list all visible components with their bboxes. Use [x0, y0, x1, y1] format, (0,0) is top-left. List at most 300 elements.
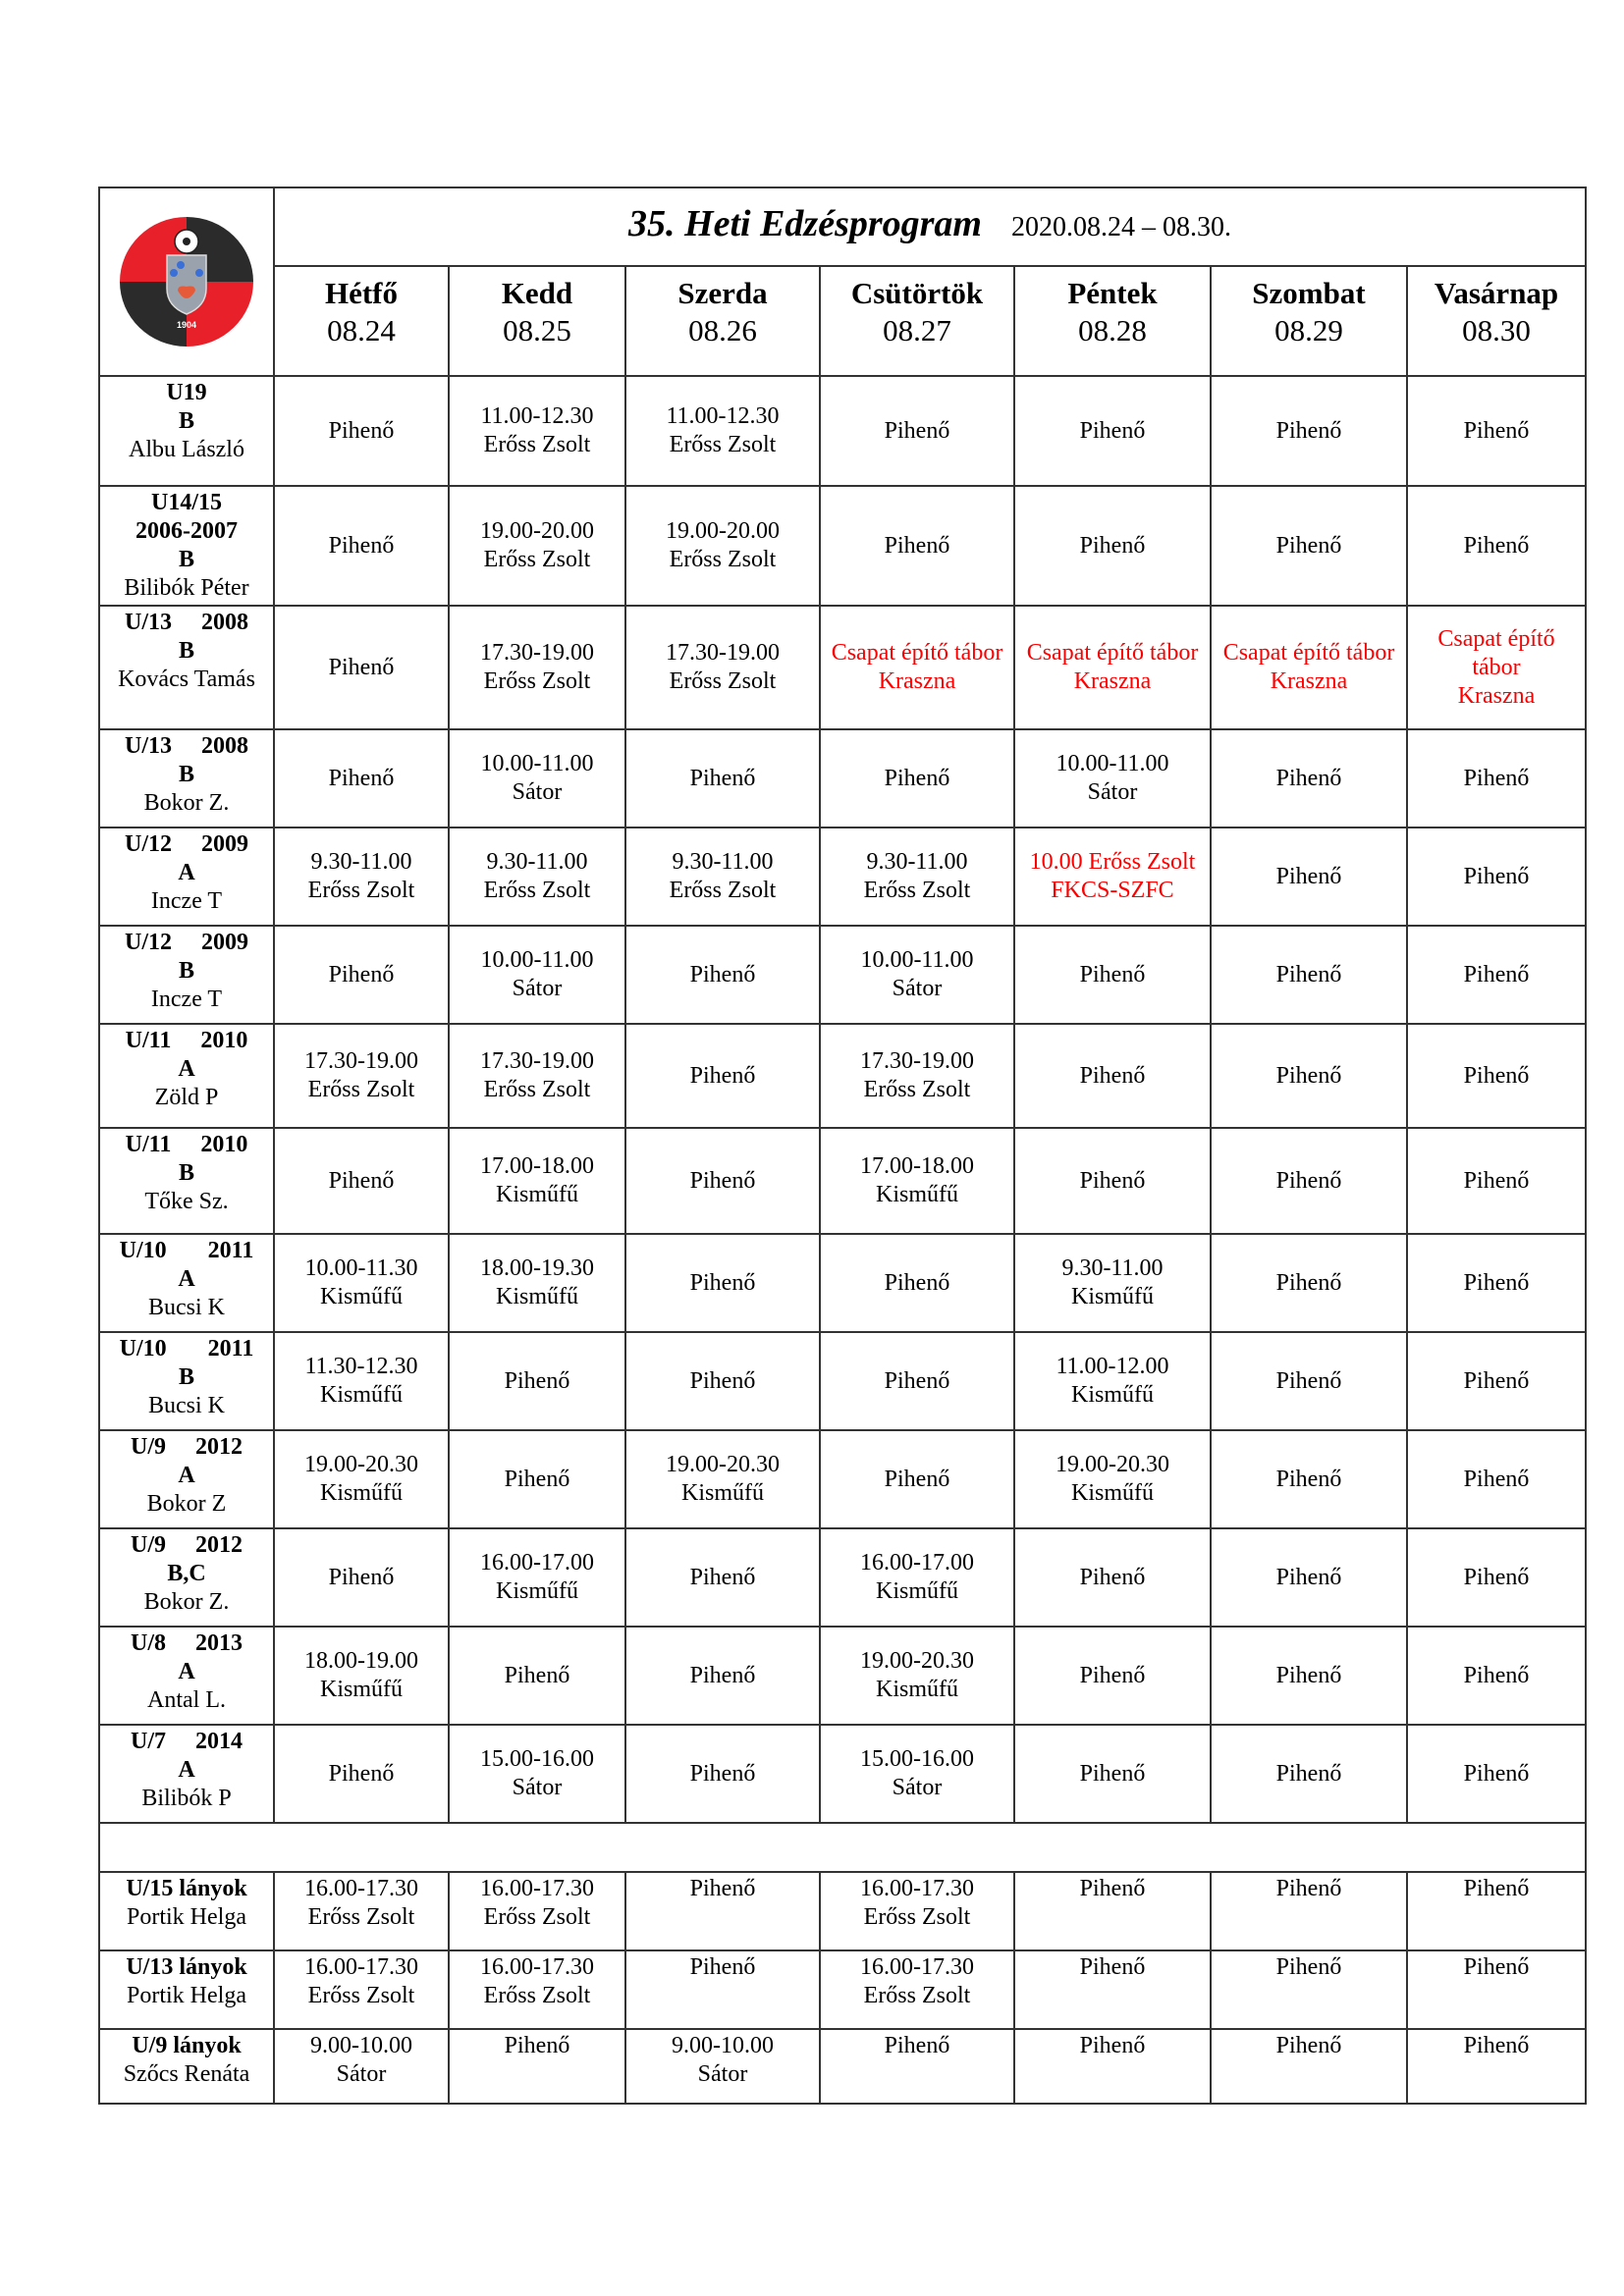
cell-line: Pihenő — [689, 961, 756, 988]
cell-line: Kisműfű — [681, 1480, 764, 1506]
girls-team-row — [99, 1872, 1586, 1950]
cell-line: Pihenő — [1463, 765, 1530, 791]
schedule-cell — [274, 1627, 449, 1725]
team-name: U/15 lányok — [126, 1876, 247, 1901]
schedule-page — [98, 187, 1585, 2105]
cell-line: Kisműfű — [320, 1382, 403, 1408]
schedule-cell — [449, 729, 625, 828]
schedule-cell — [1407, 1332, 1586, 1430]
cell-line: 9.30-11.00 — [486, 849, 588, 875]
team-name: A — [178, 1757, 195, 1783]
cell-line: Pihenő — [1079, 1876, 1146, 1901]
cell-line: 19.00-20.30 — [304, 1452, 418, 1477]
schedule-cell — [625, 376, 820, 486]
team-name: B — [178, 958, 194, 984]
team-label — [99, 1024, 274, 1128]
day-date: 08.28 — [1078, 313, 1147, 347]
cell-line: Pihenő — [1463, 1954, 1530, 1980]
schedule-cell — [625, 1332, 820, 1430]
cell-line: Pihenő — [689, 765, 756, 791]
cell-line: Pihenő — [1275, 1367, 1342, 1394]
cell-line: Pihenő — [1275, 1167, 1342, 1194]
team-name: U/12 2009 — [125, 831, 248, 857]
date-range: 2020.08.24 – 08.30. — [1011, 212, 1231, 242]
cell-line: 17.00-18.00 — [860, 1153, 974, 1179]
schedule-cell — [1014, 1725, 1211, 1823]
team-row — [99, 926, 1586, 1024]
cell-line: 10.00-11.00 — [1056, 751, 1169, 776]
cell-line: Pihenő — [1079, 1564, 1146, 1590]
cell-line: Pihenő — [689, 1269, 756, 1296]
schedule-cell — [625, 1725, 820, 1823]
cell-line: Pihenő — [689, 1367, 756, 1394]
cell-line: Pihenő — [1079, 1662, 1146, 1688]
cell-line: 17.30-19.00 — [666, 640, 780, 666]
team-name: U19 — [166, 380, 207, 405]
day-date: 08.29 — [1274, 313, 1343, 347]
schedule-cell — [820, 2029, 1014, 2104]
schedule-cell — [820, 828, 1014, 926]
schedule-cell — [1407, 926, 1586, 1024]
schedule-cell — [1014, 1234, 1211, 1332]
cell-line: Kisműfű — [320, 1480, 403, 1506]
cell-line: Erőss Zsolt — [863, 1904, 971, 1930]
schedule-cell — [449, 606, 625, 729]
schedule-cell — [274, 1872, 449, 1950]
coach-name: Bilibók Péter — [124, 575, 249, 601]
schedule-cell — [1211, 1725, 1407, 1823]
schedule-cell — [274, 926, 449, 1024]
day-header-3 — [820, 266, 1014, 376]
team-name: A — [178, 1659, 195, 1684]
schedule-cell — [274, 1234, 449, 1332]
team-label — [99, 1872, 274, 1950]
day-date: 08.24 — [327, 313, 396, 347]
cell-line: 11.30-12.30 — [304, 1354, 418, 1379]
cell-line: Pihenő — [1463, 1564, 1530, 1590]
schedule-cell — [1014, 1627, 1211, 1725]
team-name: B — [178, 547, 194, 572]
schedule-cell — [449, 1430, 625, 1528]
cell-line: Pihenő — [884, 1367, 950, 1394]
coach-name: Tőke Sz. — [144, 1189, 229, 1214]
cell-line: Pihenő — [1275, 1662, 1342, 1688]
team-label — [99, 1234, 274, 1332]
schedule-cell — [1211, 486, 1407, 606]
team-row — [99, 486, 1586, 606]
cell-line: Pihenő — [1463, 1876, 1530, 1901]
cell-line: Pihenő — [689, 1662, 756, 1688]
schedule-cell — [625, 1950, 820, 2029]
cell-line: Sátor — [336, 2061, 387, 2087]
cell-line: Pihenő — [504, 1662, 570, 1688]
day-date: 08.30 — [1462, 313, 1531, 347]
cell-line: Kisműfű — [496, 1284, 578, 1309]
schedule-cell — [1211, 926, 1407, 1024]
team-label — [99, 1528, 274, 1627]
schedule-cell — [820, 1725, 1014, 1823]
coach-name: Kovács Tamás — [118, 667, 255, 692]
cell-line: Pihenő — [1275, 863, 1342, 889]
cell-line: Erőss Zsolt — [483, 547, 591, 572]
cell-line: Sátor — [892, 976, 943, 1001]
schedule-cell — [449, 1332, 625, 1430]
schedule-cell — [625, 729, 820, 828]
cell-line: 9.00-10.00 — [672, 2033, 774, 2058]
team-row — [99, 1627, 1586, 1725]
coach-name: Bucsi K — [148, 1295, 225, 1320]
schedule-cell — [1407, 1528, 1586, 1627]
cell-line: Pihenő — [884, 765, 950, 791]
cell-line: 17.30-19.00 — [304, 1048, 418, 1074]
team-name: U/9 2012 — [131, 1532, 243, 1558]
cell-line: 18.00-19.00 — [304, 1648, 418, 1674]
coach-name: Bokor Z. — [143, 790, 230, 816]
cell-line: Pihenő — [884, 417, 950, 444]
schedule-cell — [449, 1234, 625, 1332]
cell-line: Erőss Zsolt — [483, 878, 591, 903]
schedule-cell — [449, 376, 625, 486]
schedule-cell — [1407, 1234, 1586, 1332]
coach-name: Portik Helga — [127, 1904, 246, 1930]
team-name: B — [178, 638, 194, 664]
schedule-cell — [625, 1872, 820, 1950]
day-header-5 — [1211, 266, 1407, 376]
cell-line: 9.00-10.00 — [310, 2033, 412, 2058]
schedule-cell — [449, 1024, 625, 1128]
team-label — [99, 926, 274, 1024]
team-name: A — [178, 860, 195, 885]
schedule-cell — [1211, 1950, 1407, 2029]
schedule-cell — [820, 729, 1014, 828]
schedule-cell — [625, 926, 820, 1024]
schedule-cell — [625, 1430, 820, 1528]
team-name: U/13 2008 — [125, 733, 248, 759]
schedule-cell — [625, 486, 820, 606]
schedule-cell — [1407, 1725, 1586, 1823]
schedule-cell — [1211, 729, 1407, 828]
coach-name: Zöld P — [154, 1085, 219, 1110]
coach-name: Incze T — [150, 888, 223, 914]
cell-line: Sátor — [512, 976, 563, 1001]
cell-line: Pihenő — [1463, 961, 1530, 988]
cell-line: 15.00-16.00 — [860, 1746, 974, 1772]
schedule-cell — [1014, 606, 1211, 729]
schedule-cell — [274, 606, 449, 729]
schedule-cell — [1014, 486, 1211, 606]
cell-line: Erőss Zsolt — [307, 1904, 415, 1930]
team-label — [99, 2029, 274, 2104]
coach-name: Incze T — [150, 987, 223, 1012]
cell-line: Pihenő — [1463, 1062, 1530, 1089]
cell-line: Pihenő — [689, 1564, 756, 1590]
cell-line: Erőss Zsolt — [669, 547, 777, 572]
schedule-cell — [1014, 1950, 1211, 2029]
cell-line: 16.00-17.30 — [480, 1876, 594, 1901]
schedule-cell — [449, 828, 625, 926]
cell-line: Erőss Zsolt — [307, 1983, 415, 2008]
coach-name: Antal L. — [147, 1687, 226, 1713]
team-row — [99, 1332, 1586, 1430]
cell-line: Pihenő — [328, 654, 395, 680]
page-title: 35. Heti Edzésprogram — [628, 203, 982, 244]
coach-name: Szőcs Renáta — [123, 2061, 250, 2087]
cell-line: 10.00 Erőss Zsolt — [1029, 849, 1196, 875]
schedule-cell — [1014, 376, 1211, 486]
team-name: U/13 lányok — [126, 1954, 247, 1980]
team-name: B — [178, 1160, 194, 1186]
club-logo — [99, 187, 274, 376]
empty-row — [99, 1823, 1586, 1872]
cell-line: Pihenő — [328, 417, 395, 444]
cell-line: Pihenő — [1275, 1269, 1342, 1296]
cell-line: Erőss Zsolt — [669, 432, 777, 457]
schedule-cell — [1407, 1430, 1586, 1528]
cell-line: 17.30-19.00 — [480, 640, 594, 666]
day-header-1 — [449, 266, 625, 376]
cell-line: Pihenő — [1079, 1760, 1146, 1787]
schedule-cell — [1211, 1128, 1407, 1234]
cell-line: Pihenő — [1463, 1760, 1530, 1787]
schedule-cell — [625, 1627, 820, 1725]
team-row — [99, 1528, 1586, 1627]
cell-line: Kisműfű — [320, 1677, 403, 1702]
schedule-cell — [625, 1128, 820, 1234]
cell-line: Pihenő — [1275, 1466, 1342, 1492]
team-name: A — [178, 1266, 195, 1292]
schedule-cell — [820, 1872, 1014, 1950]
schedule-cell — [449, 1872, 625, 1950]
cell-line: Kisműfű — [1071, 1480, 1154, 1506]
schedule-cell — [1407, 1872, 1586, 1950]
team-name: B — [178, 762, 194, 787]
coach-name: Bokor Z — [146, 1491, 227, 1517]
team-row — [99, 1128, 1586, 1234]
schedule-cell — [820, 606, 1014, 729]
title-cell — [274, 187, 1586, 266]
cell-line: Kraszna — [1270, 668, 1348, 694]
day-date: 08.25 — [503, 313, 571, 347]
cell-line: Pihenő — [1275, 961, 1342, 988]
cell-line: Erőss Zsolt — [669, 878, 777, 903]
cell-line: Pihenő — [1275, 532, 1342, 559]
cell-line: 16.00-17.00 — [860, 1550, 974, 1575]
team-name: U/11 2010 — [125, 1132, 248, 1157]
cell-line: Sátor — [697, 2061, 748, 2087]
cell-line: Kisműfű — [1071, 1284, 1154, 1309]
team-label — [99, 1332, 274, 1430]
cell-line: tábor — [1472, 654, 1521, 680]
team-name: B — [178, 408, 194, 434]
schedule-cell — [1407, 376, 1586, 486]
cell-line: Pihenő — [1463, 2033, 1530, 2058]
cell-line: Pihenő — [689, 1954, 756, 1980]
cell-line: Pihenő — [1463, 1466, 1530, 1492]
team-row — [99, 606, 1586, 729]
coach-name: Bokor Z. — [143, 1589, 230, 1615]
cell-line: Kisműfű — [496, 1182, 578, 1207]
cell-line: Pihenő — [884, 2033, 950, 2058]
schedule-cell — [449, 1950, 625, 2029]
cell-line: Pihenő — [689, 1167, 756, 1194]
team-label — [99, 729, 274, 828]
schedule-cell — [1407, 1950, 1586, 2029]
schedule-cell — [1014, 828, 1211, 926]
schedule-cell — [274, 1725, 449, 1823]
girls-team-row — [99, 1950, 1586, 2029]
cell-line: Csapat építő tábor — [1222, 640, 1395, 666]
team-name: B — [178, 1364, 194, 1390]
cell-line: Sátor — [1087, 779, 1138, 805]
cell-line: Pihenő — [1079, 417, 1146, 444]
cell-line: Pihenő — [1463, 863, 1530, 889]
cell-line: Kisműfű — [1071, 1382, 1154, 1408]
schedule-cell — [1407, 729, 1586, 828]
cell-line: Pihenő — [1079, 2033, 1146, 2058]
cell-line: 16.00-17.30 — [860, 1876, 974, 1901]
day-date: 08.26 — [688, 313, 757, 347]
day-name: Péntek — [1067, 276, 1158, 310]
schedule-cell — [1014, 1528, 1211, 1627]
day-name: Hétfő — [324, 276, 399, 310]
team-label — [99, 376, 274, 486]
cell-line: 16.00-17.30 — [860, 1954, 974, 1980]
schedule-cell — [1211, 1332, 1407, 1430]
coach-name: Portik Helga — [127, 1983, 246, 2008]
girls-team-row — [99, 2029, 1586, 2104]
schedule-cell — [820, 376, 1014, 486]
cell-line: Sátor — [512, 1775, 563, 1800]
cell-line: Csapat építő — [1437, 625, 1555, 652]
cell-line: Pihenő — [1079, 1062, 1146, 1089]
schedule-cell — [820, 1627, 1014, 1725]
schedule-cell — [1211, 1430, 1407, 1528]
team-name: U/10 2011 — [119, 1238, 254, 1263]
cell-line: Kisműfű — [320, 1284, 403, 1309]
team-name: U/11 2010 — [125, 1028, 248, 1053]
schedule-cell — [274, 729, 449, 828]
cell-line: 9.30-11.00 — [1061, 1255, 1164, 1281]
cell-line: Pihenő — [689, 1760, 756, 1787]
cell-line: 11.00-12.30 — [480, 403, 594, 429]
cell-line: Pihenő — [1275, 2033, 1342, 2058]
schedule-cell — [1014, 1128, 1211, 1234]
schedule-cell — [1407, 606, 1586, 729]
schedule-cell — [820, 1950, 1014, 2029]
schedule-cell — [449, 2029, 625, 2104]
cell-line: 18.00-19.30 — [480, 1255, 594, 1281]
team-label — [99, 486, 274, 606]
schedule-cell — [274, 828, 449, 926]
team-label — [99, 1627, 274, 1725]
cell-line: 16.00-17.30 — [304, 1876, 418, 1901]
schedule-cell — [625, 2029, 820, 2104]
schedule-cell — [1407, 1024, 1586, 1128]
coach-name: Albu László — [129, 437, 244, 462]
cell-line: Erőss Zsolt — [483, 1077, 591, 1102]
schedule-cell — [274, 1528, 449, 1627]
coach-name: Bucsi K — [148, 1393, 225, 1418]
cell-line: Erőss Zsolt — [483, 432, 591, 457]
cell-line: Pihenő — [328, 532, 395, 559]
cell-line: Erőss Zsolt — [863, 1983, 971, 2008]
cell-line: 19.00-20.30 — [1056, 1452, 1169, 1477]
schedule-cell — [449, 1725, 625, 1823]
team-name: U/9 lányok — [132, 2033, 242, 2058]
cell-line: 9.30-11.00 — [310, 849, 412, 875]
schedule-cell — [1211, 2029, 1407, 2104]
team-name: U/10 2011 — [119, 1336, 254, 1362]
schedule-cell — [274, 1128, 449, 1234]
cell-line: Kraszna — [1457, 682, 1536, 709]
cell-line: Erőss Zsolt — [863, 1077, 971, 1102]
team-row — [99, 1430, 1586, 1528]
cell-line: Pihenő — [1275, 417, 1342, 444]
team-name: U/13 2008 — [125, 610, 248, 635]
schedule-cell — [1014, 1332, 1211, 1430]
cell-line: Pihenő — [328, 1564, 395, 1590]
day-header-4 — [1014, 266, 1211, 376]
team-row — [99, 729, 1586, 828]
schedule-cell — [1211, 1872, 1407, 1950]
cell-line: FKCS-SZFC — [1051, 878, 1174, 903]
cell-line: Pihenő — [1079, 1167, 1146, 1194]
cell-line: Erőss Zsolt — [483, 668, 591, 694]
cell-line: 17.30-19.00 — [480, 1048, 594, 1074]
team-label — [99, 1950, 274, 2029]
cell-line: Sátor — [892, 1775, 943, 1800]
team-row — [99, 1725, 1586, 1823]
cell-line: Pihenő — [1463, 1269, 1530, 1296]
cell-line: Pihenő — [504, 1367, 570, 1394]
team-name: U/12 2009 — [125, 930, 248, 955]
schedule-cell — [1211, 1234, 1407, 1332]
cell-line: Pihenő — [1079, 961, 1146, 988]
schedule-cell — [625, 1234, 820, 1332]
cell-line: Csapat építő tábor — [831, 640, 1003, 666]
cell-line: Kisműfű — [876, 1578, 958, 1604]
cell-line: Kraszna — [1073, 668, 1152, 694]
cell-line: Kisműfű — [496, 1578, 578, 1604]
schedule-cell — [1014, 1430, 1211, 1528]
team-label — [99, 828, 274, 926]
cell-line: Erőss Zsolt — [307, 1077, 415, 1102]
schedule-cell — [449, 926, 625, 1024]
cell-line: Pihenő — [1463, 417, 1530, 444]
cell-line: 11.00-12.30 — [666, 403, 780, 429]
cell-line: 10.00-11.00 — [860, 947, 974, 973]
schedule-cell — [625, 1528, 820, 1627]
cell-line: 9.30-11.00 — [866, 849, 968, 875]
team-row — [99, 828, 1586, 926]
team-label — [99, 606, 274, 729]
day-name: Csütörtök — [850, 276, 984, 310]
cell-line: Kraszna — [878, 668, 956, 694]
schedule-cell — [1211, 1528, 1407, 1627]
svg-text:1904: 1904 — [176, 320, 197, 330]
day-name: Vasárnap — [1434, 276, 1559, 310]
day-header-6 — [1407, 266, 1586, 376]
schedule-cell — [274, 486, 449, 606]
cell-line: Sátor — [512, 779, 563, 805]
cell-line: Pihenő — [328, 765, 395, 791]
day-name: Szombat — [1252, 276, 1366, 310]
cell-line: Erőss Zsolt — [483, 1983, 591, 2008]
schedule-cell — [1014, 926, 1211, 1024]
cell-line: 10.00-11.00 — [480, 947, 594, 973]
club-crest-icon — [113, 208, 260, 355]
schedule-cell — [449, 1528, 625, 1627]
